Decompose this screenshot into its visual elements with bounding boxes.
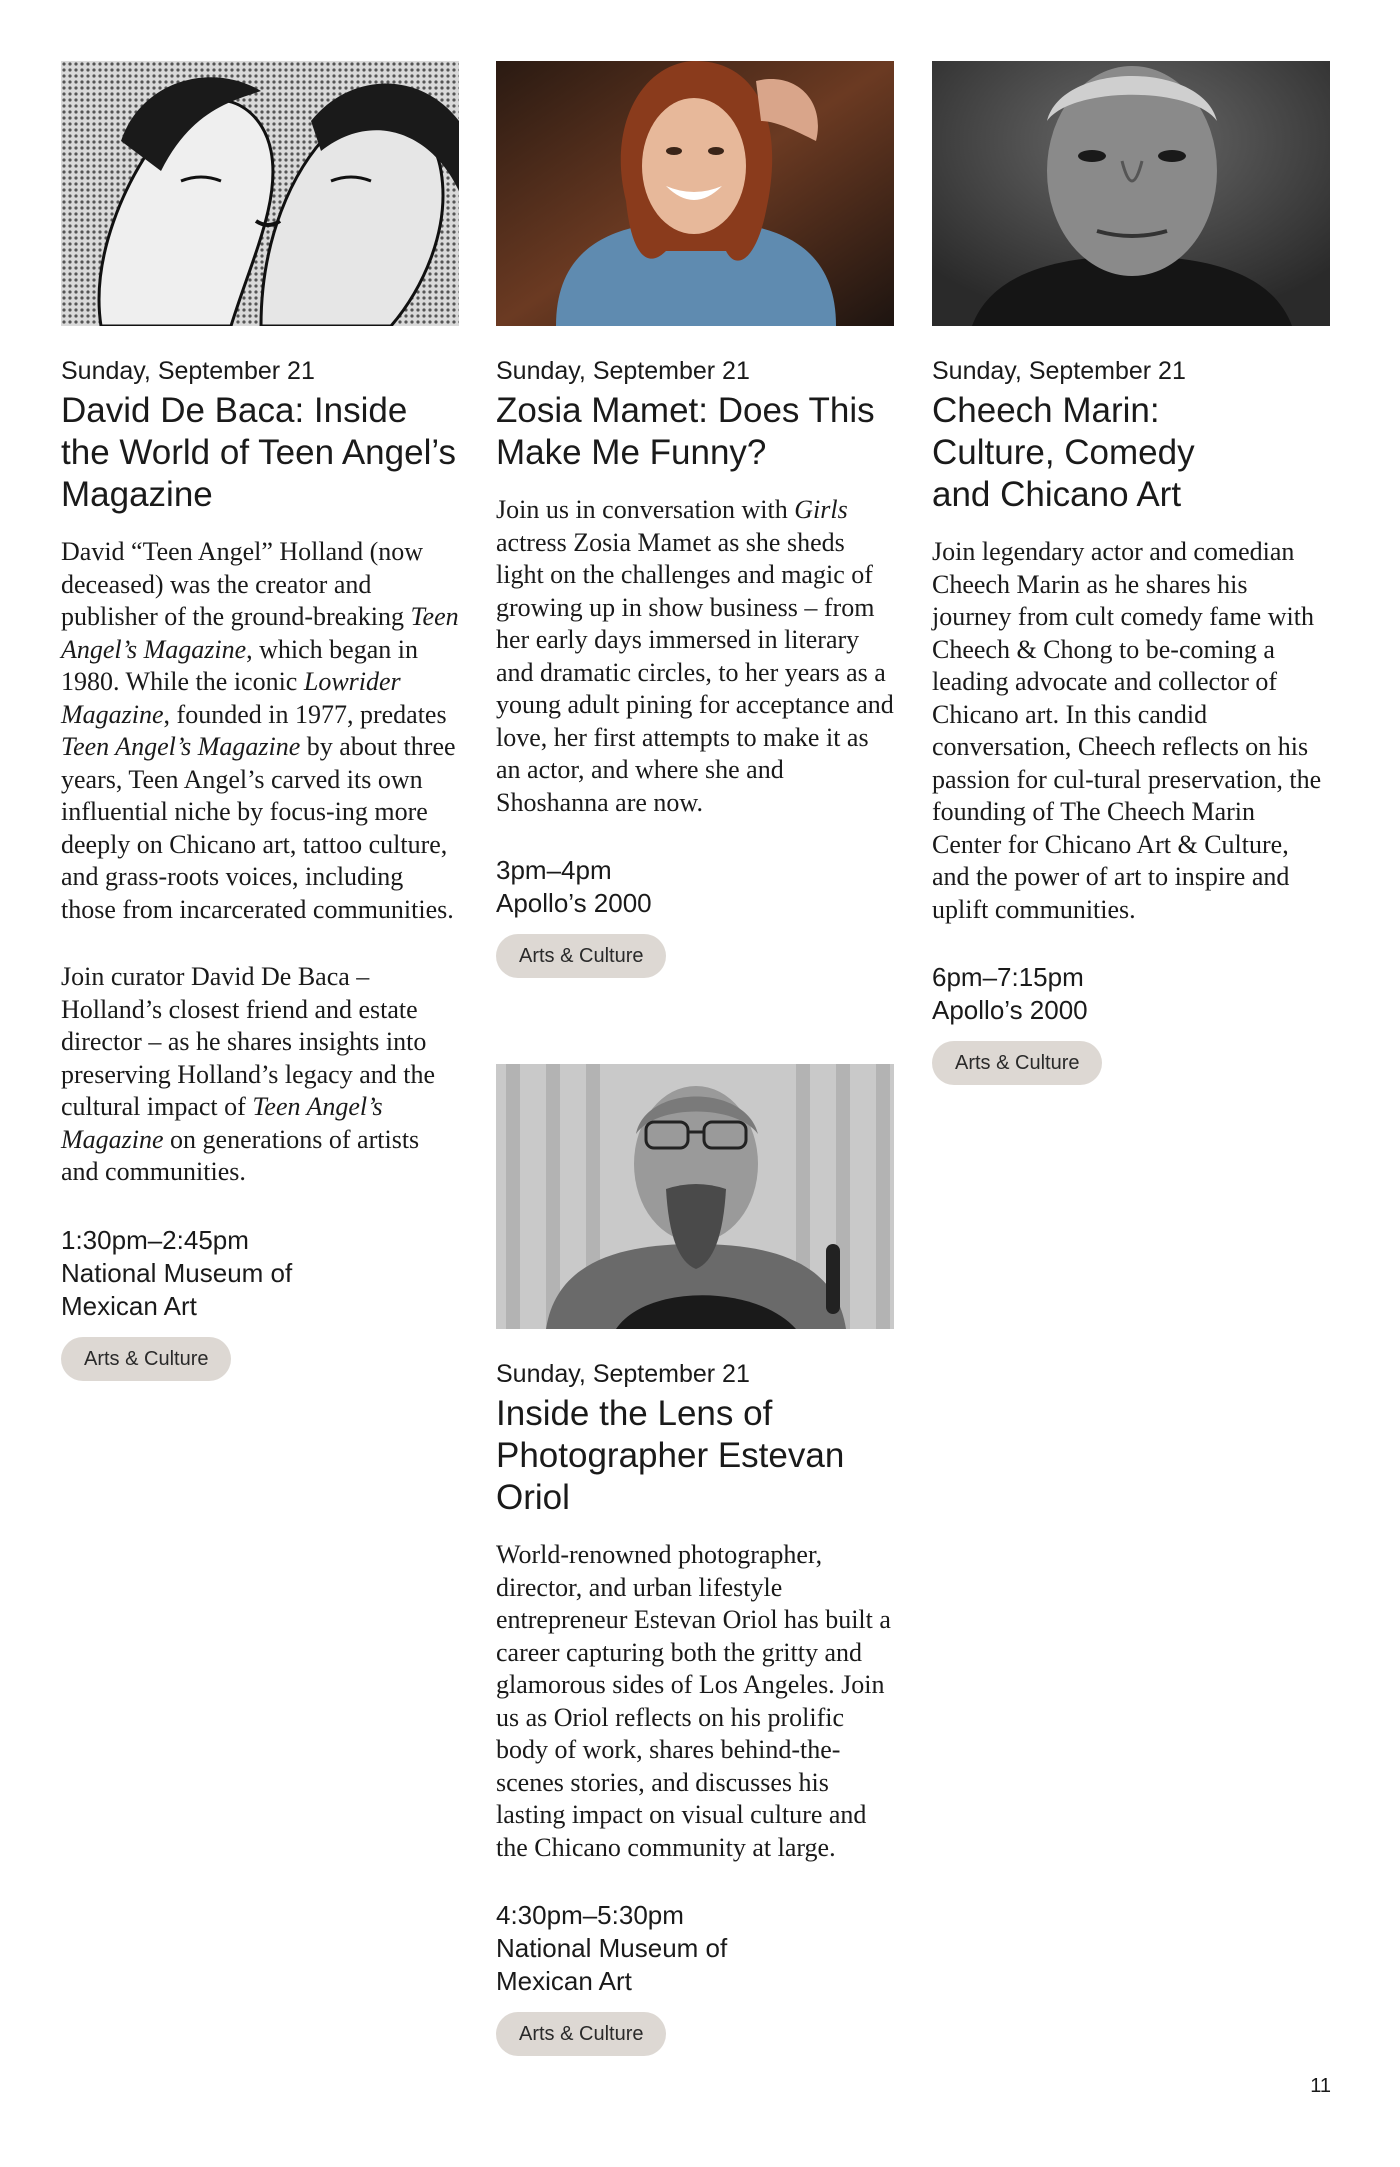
event-card-mamet <box>496 61 894 978</box>
comic-kiss-illustration-image <box>61 61 459 326</box>
man-portrait-image <box>932 61 1330 326</box>
event-venue: Apollo’s 2000 <box>932 995 1088 1025</box>
event-title: David De Baca: Inside the World of Teen Angel’s Magazine <box>61 391 456 514</box>
description-paragraph: Join legendary actor and comedian Cheech Marin as he shares his journey from cult comedy fame with Cheech & Chong to be-coming a leading advocate and collector of Chicano art. In this candid conversation, Cheech reflects on his passion for cul-tural preservation, the founding of The Cheech Marin Center for Chicano Art & Culture, and the power of art to inspire and uplift communities. <box>932 537 1322 924</box>
event-date: Sunday, September 21 <box>61 357 315 385</box>
page-number: 11 <box>1310 2075 1331 2097</box>
event-description <box>496 1539 894 1864</box>
category-tag[interactable]: Arts & Culture <box>61 1337 231 1381</box>
event-time: 4:30pm–5:30pm <box>496 1900 684 1930</box>
event-venue: Apollo’s 2000 <box>496 888 652 918</box>
event-description <box>496 494 894 819</box>
event-title: Inside the Lens of Photographer Estevan Oriol <box>496 1394 845 1517</box>
event-venue: National Museum of Mexican Art <box>496 1933 728 1996</box>
category-tag[interactable]: Arts & Culture <box>932 1041 1102 1085</box>
event-date: Sunday, September 21 <box>496 357 750 385</box>
event-card-marin <box>932 61 1330 1085</box>
event-card-de-baca <box>61 61 459 1381</box>
description-paragraph: Join curator David De Baca – Holland’s closest friend and estate director – as he shares insights into preserving Holland’s legacy and the cultural impact of Teen Angel’s Magazine on generations of artists and communities. <box>61 962 435 1186</box>
smiling-woman-portrait-image <box>496 61 894 326</box>
description-paragraph: Join us in conversation with Girls actress Zosia Mamet as she sheds light on the challenges and magic of growing up in show business – from her early days immersed in literary and dramatic circles, to her years as a young adult pining for acceptance and love, her first attempts to make it as an actor, and where she and Shoshanna are now. <box>496 495 894 817</box>
event-description <box>932 536 1330 926</box>
event-date: Sunday, September 21 <box>932 357 1186 385</box>
event-time: 6pm–7:15pm <box>932 962 1084 992</box>
event-venue: National Museum of Mexican Art <box>61 1257 293 1321</box>
event-title: Cheech Marin: Culture, Comedy and Chicano Art <box>932 391 1195 514</box>
photographer-portrait-image <box>496 1064 894 1329</box>
event-card-oriol <box>496 1064 894 2056</box>
description-paragraph: World-renowned photographer, director, and urban lifestyle entrepreneur Estevan Oriol has built a career capturing both the gritty and glamorous sides of Los Angeles. Join us as Oriol reflects on his prolific body of work, shares behind-the-scenes stories, and discusses his lasting impact on visual culture and the Chicano community at large. <box>496 1540 891 1862</box>
category-tag[interactable]: Arts & Culture <box>496 2012 666 2056</box>
category-tag[interactable]: Arts & Culture <box>496 934 666 978</box>
description-paragraph: David “Teen Angel” Holland (now deceased) was the creator and publisher of the ground-breaking Teen Angel’s Magazine, which began in 1980. While the iconic Lowrider Magazine, founded in 1977, predates Teen Angel’s Magazine by about three years, Teen Angel’s carved its own influential niche by focus-ing more deeply on Chicano art, tattoo culture, and grass-roots voices, including those from incarcerated communities. <box>61 537 459 924</box>
event-description <box>61 536 459 1189</box>
event-time: 1:30pm–2:45pm <box>61 1224 249 1255</box>
event-time: 3pm–4pm <box>496 855 612 885</box>
event-title: Zosia Mamet: Does This Make Me Funny? <box>496 391 875 472</box>
event-date: Sunday, September 21 <box>496 1360 750 1388</box>
